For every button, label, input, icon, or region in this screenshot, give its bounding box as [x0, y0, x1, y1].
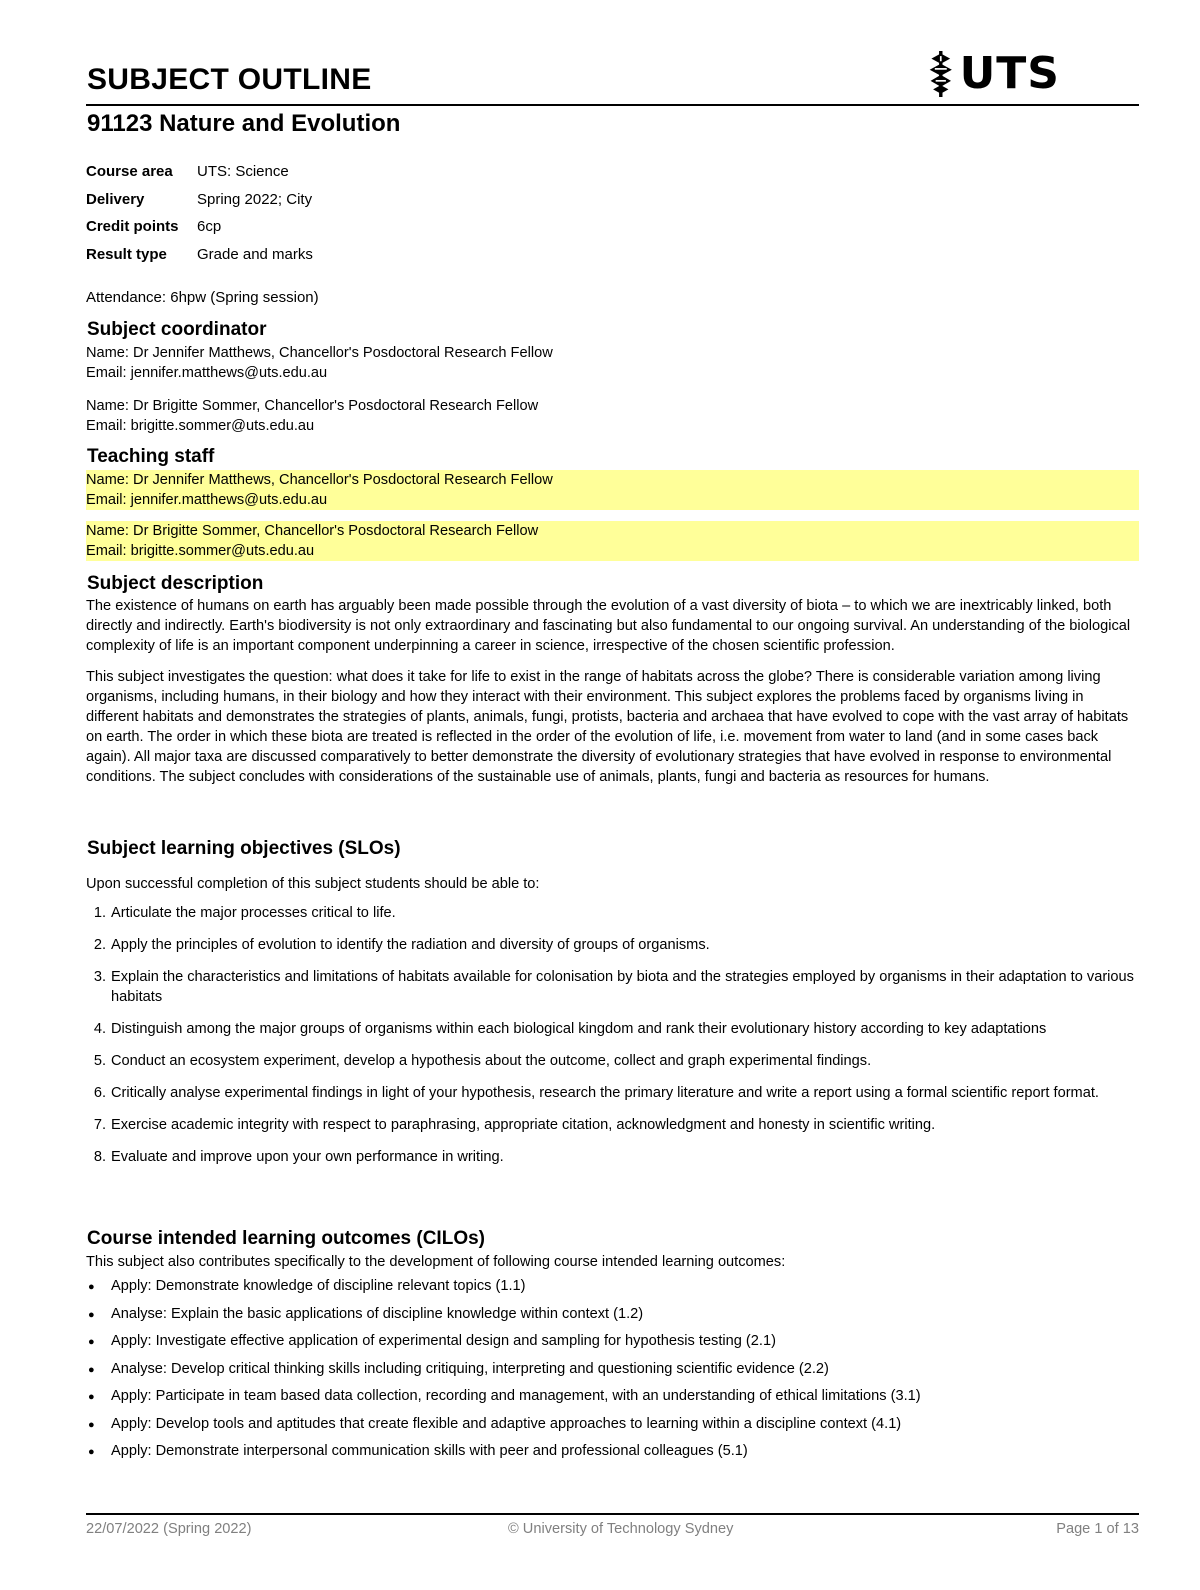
footer-date: 22/07/2022 (Spring 2022): [86, 1521, 252, 1537]
highlighted-contact: [86, 470, 1139, 510]
cilo-list: [86, 1276, 1139, 1469]
list-item: ● Apply: Demonstrate interpersonal communication skills with peer and professional colleagues (5.1): [86, 1441, 1139, 1469]
bullet-icon: ●: [88, 1363, 95, 1376]
list-item: 2. Apply the principles of evolution to identify the radiation and diversity of groups of organisms.: [93, 937, 710, 953]
description-body: [86, 596, 1139, 787]
meta-value: Grade and marks: [197, 246, 313, 264]
slo-section: [86, 874, 1139, 1179]
list-item: ● Apply: Investigate effective application of experimental design and sampling for hypothesis testing (2.1): [86, 1331, 1139, 1359]
description-heading: Subject description: [87, 573, 264, 594]
coordinator-contacts: [86, 343, 1139, 436]
meta-value: Spring 2022; City: [197, 190, 313, 208]
list-item: ● Apply: Participate in team based data collection, recording and management, with an understanding of ethical limitations (3.1): [86, 1386, 1139, 1414]
coordinator-email: Email: jennifer.matthews@uts.edu.au: [86, 365, 328, 381]
staff-name: Name: Dr Jennifer Matthews, Chancellor's Posdoctoral Research Fellow: [86, 472, 553, 488]
teaching-staff-contacts: [86, 470, 1139, 561]
list-item: ● Analyse: Explain the basic applications of discipline knowledge within context (1.2): [86, 1304, 1139, 1332]
bullet-icon: ●: [88, 1336, 95, 1348]
staff-name: Name: Dr Brigitte Sommer, Chancellor's Posdoctoral Research Fellow: [86, 523, 539, 539]
page-header: [86, 48, 1139, 108]
highlighted-contact: [86, 521, 1139, 561]
header-rule: [86, 104, 1139, 106]
meta-row: [86, 162, 313, 190]
description-paragraph: The existence of humans on earth has arguably been made possible through the evolution of a vast diversity of biota – to which we are inextricably linked, both directly and indirectly. Earth's biodiversity is not only extraordinary and fascinating but also fundamental to our ongoing survival. An understanding of the biological complexity of life is an important component underpinning a career in science, irrespective of the chosen scientific profession.: [86, 598, 1131, 654]
meta-label: Credit points: [86, 218, 179, 236]
meta-row: [86, 217, 313, 245]
bullet-icon: ●: [88, 1281, 95, 1293]
coordinator-email: Email: brigitte.sommer@uts.edu.au: [86, 418, 315, 434]
attendance-text: Attendance: 6hpw (Spring session): [86, 289, 319, 306]
meta-row: [86, 190, 313, 218]
list-item: 4. Distinguish among the major groups of organisms within each biological kingdom and rank their evolutionary history according to key adaptations: [93, 1021, 1047, 1037]
staff-email: Email: jennifer.matthews@uts.edu.au: [86, 492, 328, 508]
bullet-icon: ●: [88, 1446, 95, 1458]
meta-label: Course area: [86, 163, 173, 180]
meta-value: 6cp: [197, 218, 222, 236]
cilo-intro: This subject also contributes specifically to the development of following course intended learning outcomes:: [86, 1254, 786, 1270]
coordinator-heading: Subject coordinator: [87, 319, 267, 340]
footer-copyright: © University of Technology Sydney: [508, 1521, 734, 1537]
logo-text: UTS: [959, 48, 1060, 99]
uts-logo: [928, 44, 1060, 104]
meta-label: Result type: [86, 246, 167, 264]
list-item: 7. Exercise academic integrity with respect to paraphrasing, appropriate citation, acknowledgment and honesty in scientific writing.: [93, 1117, 936, 1133]
list-item: 8. Evaluate and improve upon your own performance in writing.: [93, 1149, 504, 1165]
doc-title: SUBJECT OUTLINE: [87, 63, 372, 96]
coordinator-name: Name: Dr Jennifer Matthews, Chancellor's Posdoctoral Research Fellow: [86, 345, 553, 361]
slo-heading: Subject learning objectives (SLOs): [87, 838, 401, 859]
bullet-icon: ●: [88, 1308, 95, 1321]
cilo-heading: Course intended learning outcomes (CILOs): [87, 1228, 485, 1249]
bullet-icon: ●: [88, 1391, 95, 1403]
meta-label: Delivery: [86, 190, 145, 208]
list-item: 5. Conduct an ecosystem experiment, develop a hypothesis about the outcome, collect and graph experimental findings.: [93, 1053, 872, 1069]
list-item: 1. Articulate the major processes critical to life.: [93, 905, 396, 921]
list-item: 3. Explain the characteristics and limitations of habitats available for colonisation by biota and the strategies employed by organisms in their adaptation to various habitats: [93, 969, 1134, 1005]
list-item: ● Apply: Develop tools and aptitudes that create flexible and adaptive approaches to learning within a discipline context (4.1): [86, 1414, 1139, 1442]
cilo-section: [86, 1252, 1139, 1469]
subject-meta: [86, 162, 313, 273]
coordinator-name: Name: Dr Brigitte Sommer, Chancellor's Posdoctoral Research Fellow: [86, 398, 539, 414]
subject-title: 91123 Nature and Evolution: [87, 110, 401, 137]
list-item: ● Analyse: Develop critical thinking skills including critiquing, interpreting and questioning scientific evidence (2.2): [86, 1359, 1139, 1387]
footer-rule: [86, 1513, 1139, 1515]
list-item: 6. Critically analyse experimental findings in light of your hypothesis, research the primary literature and write a report using a formal scientific report format.: [93, 1085, 1099, 1101]
slo-list: [86, 903, 1139, 1167]
document-page: [86, 0, 1139, 1590]
footer-page-number: Page 1 of 13: [1056, 1521, 1139, 1537]
description-paragraph: This subject investigates the question: what does it take for life to exist in the range of habitats across the globe? There is considerable variation among living organisms, including humans, in their biology and how they interact with their environment. This subject explores the problems faced by organisms living in different habitats and demonstrates the strategies of plants, animals, fungi, protists, bacteria and archaea that have evolved to cope with the vast array of habitats on earth. The order in which these biota are treated is reflected in the order of the evolution of life, i.e. movement from water to land (and in some cases back again). All major taxa are discussed comparatively to better demonstrate the diversity of evolutionary strategies that have evolved in response to environmental conditions. The subject concludes with considerations of the sustainable use of animals, plants, fungi and bacteria as resources for humans.: [86, 669, 1129, 785]
bullet-icon: ●: [88, 1418, 95, 1431]
list-item: ● Apply: Demonstrate knowledge of discipline relevant topics (1.1): [86, 1276, 1139, 1304]
teaching-staff-heading: Teaching staff: [87, 446, 215, 467]
meta-row: [86, 245, 313, 273]
uts-crest-icon: [928, 47, 954, 101]
staff-email: Email: brigitte.sommer@uts.edu.au: [86, 543, 315, 559]
slo-intro: Upon successful completion of this subject students should be able to:: [86, 876, 540, 892]
meta-value: UTS: Science: [197, 163, 289, 180]
